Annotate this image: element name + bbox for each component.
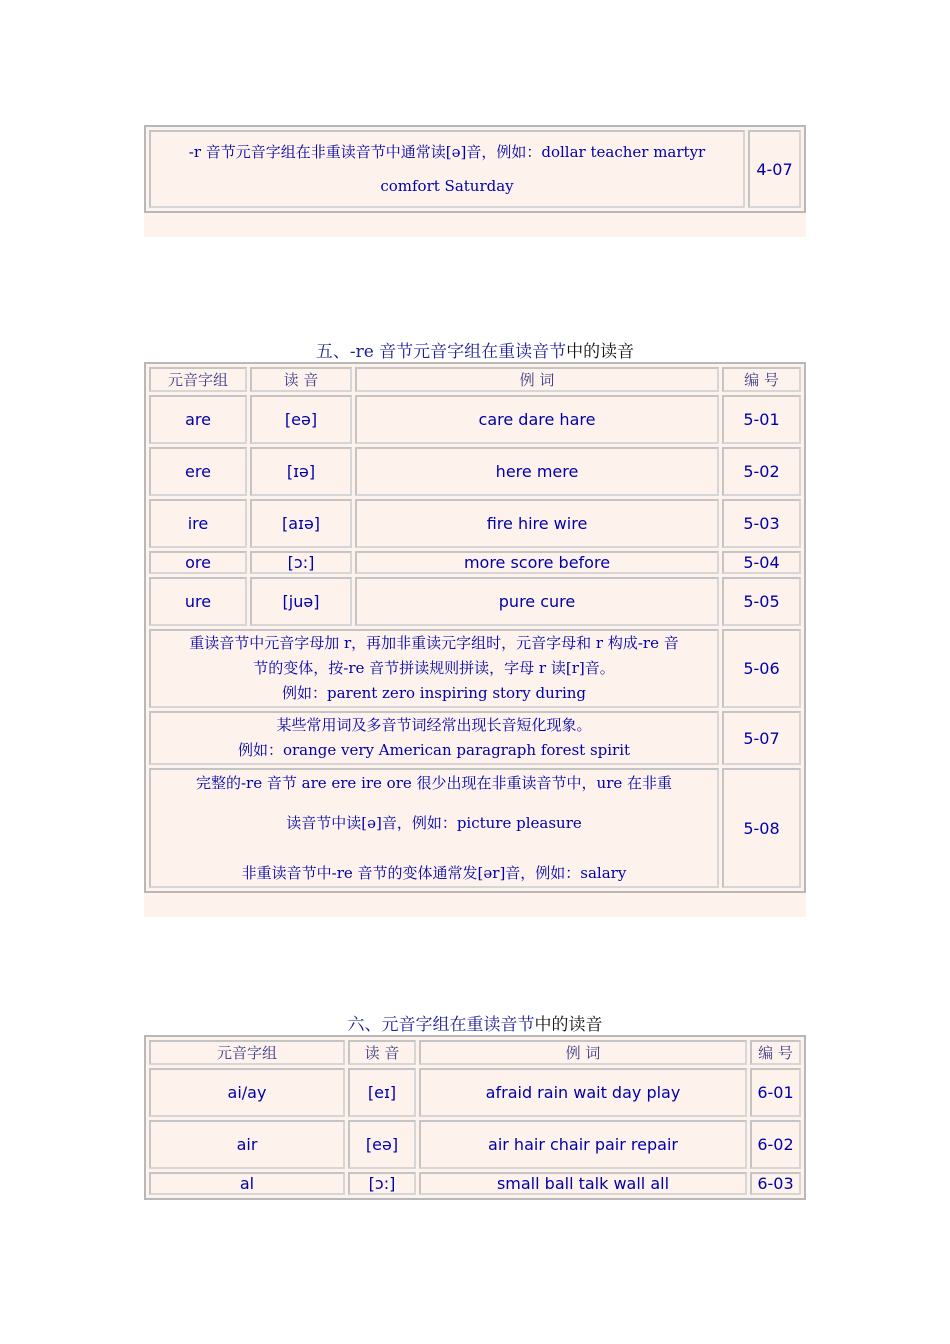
header-examples: 例 词 bbox=[419, 1040, 747, 1065]
section6 bbox=[144, 1035, 806, 1200]
table-footer-strip bbox=[144, 893, 806, 917]
table-row bbox=[149, 768, 801, 888]
sound-cell: [juə] bbox=[250, 577, 352, 626]
header-code: 编 号 bbox=[750, 1040, 801, 1065]
section6-table bbox=[144, 1035, 806, 1200]
table-row bbox=[149, 447, 801, 496]
code-cell: 5-05 bbox=[722, 577, 801, 626]
table-footer-strip bbox=[144, 213, 806, 237]
header-group: 元音字组 bbox=[149, 1040, 345, 1065]
group-cell: are bbox=[149, 395, 247, 444]
group-cell: ure bbox=[149, 577, 247, 626]
section4-table bbox=[144, 125, 806, 213]
code-cell: 6-01 bbox=[750, 1068, 801, 1117]
section6-title bbox=[144, 1010, 806, 1035]
sound-cell: [aɪə] bbox=[250, 499, 352, 548]
group-cell: ere bbox=[149, 447, 247, 496]
examples-cell: here mere bbox=[355, 447, 719, 496]
note-line: 例如：orange very American paragraph forest spirit bbox=[237, 741, 631, 759]
header-sound: 读 音 bbox=[250, 367, 352, 392]
examples-cell: fire hire wire bbox=[355, 499, 719, 548]
section5-table bbox=[144, 362, 806, 893]
note-cell bbox=[149, 768, 719, 888]
header-row bbox=[149, 1040, 801, 1065]
table-row bbox=[149, 711, 801, 765]
section6-title-a: 六、元音字组在重读音节 bbox=[347, 1015, 535, 1035]
header-sound: 读 音 bbox=[348, 1040, 416, 1065]
code-cell: 5-01 bbox=[722, 395, 801, 444]
code-cell: 5-02 bbox=[722, 447, 801, 496]
code-cell: 5-03 bbox=[722, 499, 801, 548]
table-row bbox=[149, 577, 801, 626]
code-cell: 6-02 bbox=[750, 1120, 801, 1169]
section5-title-b: 中的读音 bbox=[566, 342, 635, 362]
header-code: 编 号 bbox=[722, 367, 801, 392]
section6-title-b: 中的读音 bbox=[534, 1015, 603, 1035]
examples-cell: pure cure bbox=[355, 577, 719, 626]
table-row bbox=[149, 1172, 801, 1195]
sound-cell: [ɔ:] bbox=[348, 1172, 416, 1195]
note-line: 重读音节中元音字母加 r，再加非重读元字组时，元音字母和 r 构成-re 音 bbox=[189, 634, 679, 652]
note-cell bbox=[149, 711, 719, 765]
code-cell: 5-06 bbox=[722, 629, 801, 708]
code-cell: 5-04 bbox=[722, 551, 801, 574]
note-line: 节的变体，按-re 音节拼读规则拼读，字母 r 读[r]音。 bbox=[253, 659, 615, 677]
section5-title bbox=[144, 337, 806, 362]
code-cell: 6-03 bbox=[750, 1172, 801, 1195]
table-row bbox=[149, 1120, 801, 1169]
sound-cell: [ɪə] bbox=[250, 447, 352, 496]
sound-cell: [eə] bbox=[348, 1120, 416, 1169]
note-cell bbox=[149, 130, 745, 208]
header-group: 元音字组 bbox=[149, 367, 247, 392]
sound-cell: [ɔ:] bbox=[250, 551, 352, 574]
group-cell: ore bbox=[149, 551, 247, 574]
header-examples: 例 词 bbox=[355, 367, 719, 392]
table-row bbox=[149, 1068, 801, 1117]
note-line: 例如：parent zero inspiring story during bbox=[281, 684, 586, 702]
code-cell: 5-07 bbox=[722, 711, 801, 765]
header-row bbox=[149, 367, 801, 392]
examples-cell: air hair chair pair repair bbox=[419, 1120, 747, 1169]
table-row bbox=[149, 551, 801, 574]
examples-cell: more score before bbox=[355, 551, 719, 574]
table-row bbox=[149, 130, 801, 208]
sound-cell: [eɪ] bbox=[348, 1068, 416, 1117]
examples-cell: small ball talk wall all bbox=[419, 1172, 747, 1195]
note-line: 非重读音节中-re 音节的变体通常发[ər]音，例如：salary bbox=[241, 864, 627, 882]
examples-cell: afraid rain wait day play bbox=[419, 1068, 747, 1117]
note-line: comfort Saturday bbox=[380, 177, 514, 195]
table-row bbox=[149, 395, 801, 444]
note-line: 完整的-re 音节 are ere ire ore 很少出现在非重读音节中，ure 在非重 bbox=[195, 774, 673, 792]
section4-tail bbox=[144, 125, 806, 237]
note-line: 读音节中读[ə]音，例如：picture pleasure bbox=[286, 814, 582, 832]
group-cell: ire bbox=[149, 499, 247, 548]
section5 bbox=[144, 362, 806, 917]
table-row bbox=[149, 629, 801, 708]
sound-cell: [eə] bbox=[250, 395, 352, 444]
group-cell: ai/ay bbox=[149, 1068, 345, 1117]
table-row bbox=[149, 499, 801, 548]
group-cell: al bbox=[149, 1172, 345, 1195]
note-line: 某些常用词及多音节词经常出现长音短化现象。 bbox=[276, 716, 592, 734]
group-cell: air bbox=[149, 1120, 345, 1169]
examples-cell: care dare hare bbox=[355, 395, 719, 444]
note-line: -r 音节元音字组在非重读音节中通常读[ə]音，例如：dollar teacher martyr bbox=[188, 143, 706, 161]
code-cell: 5-08 bbox=[722, 768, 801, 888]
note-cell bbox=[149, 629, 719, 708]
code-cell: 4-07 bbox=[748, 130, 801, 208]
section5-title-a: 五、-re 音节元音字组在重读音节 bbox=[315, 342, 567, 362]
